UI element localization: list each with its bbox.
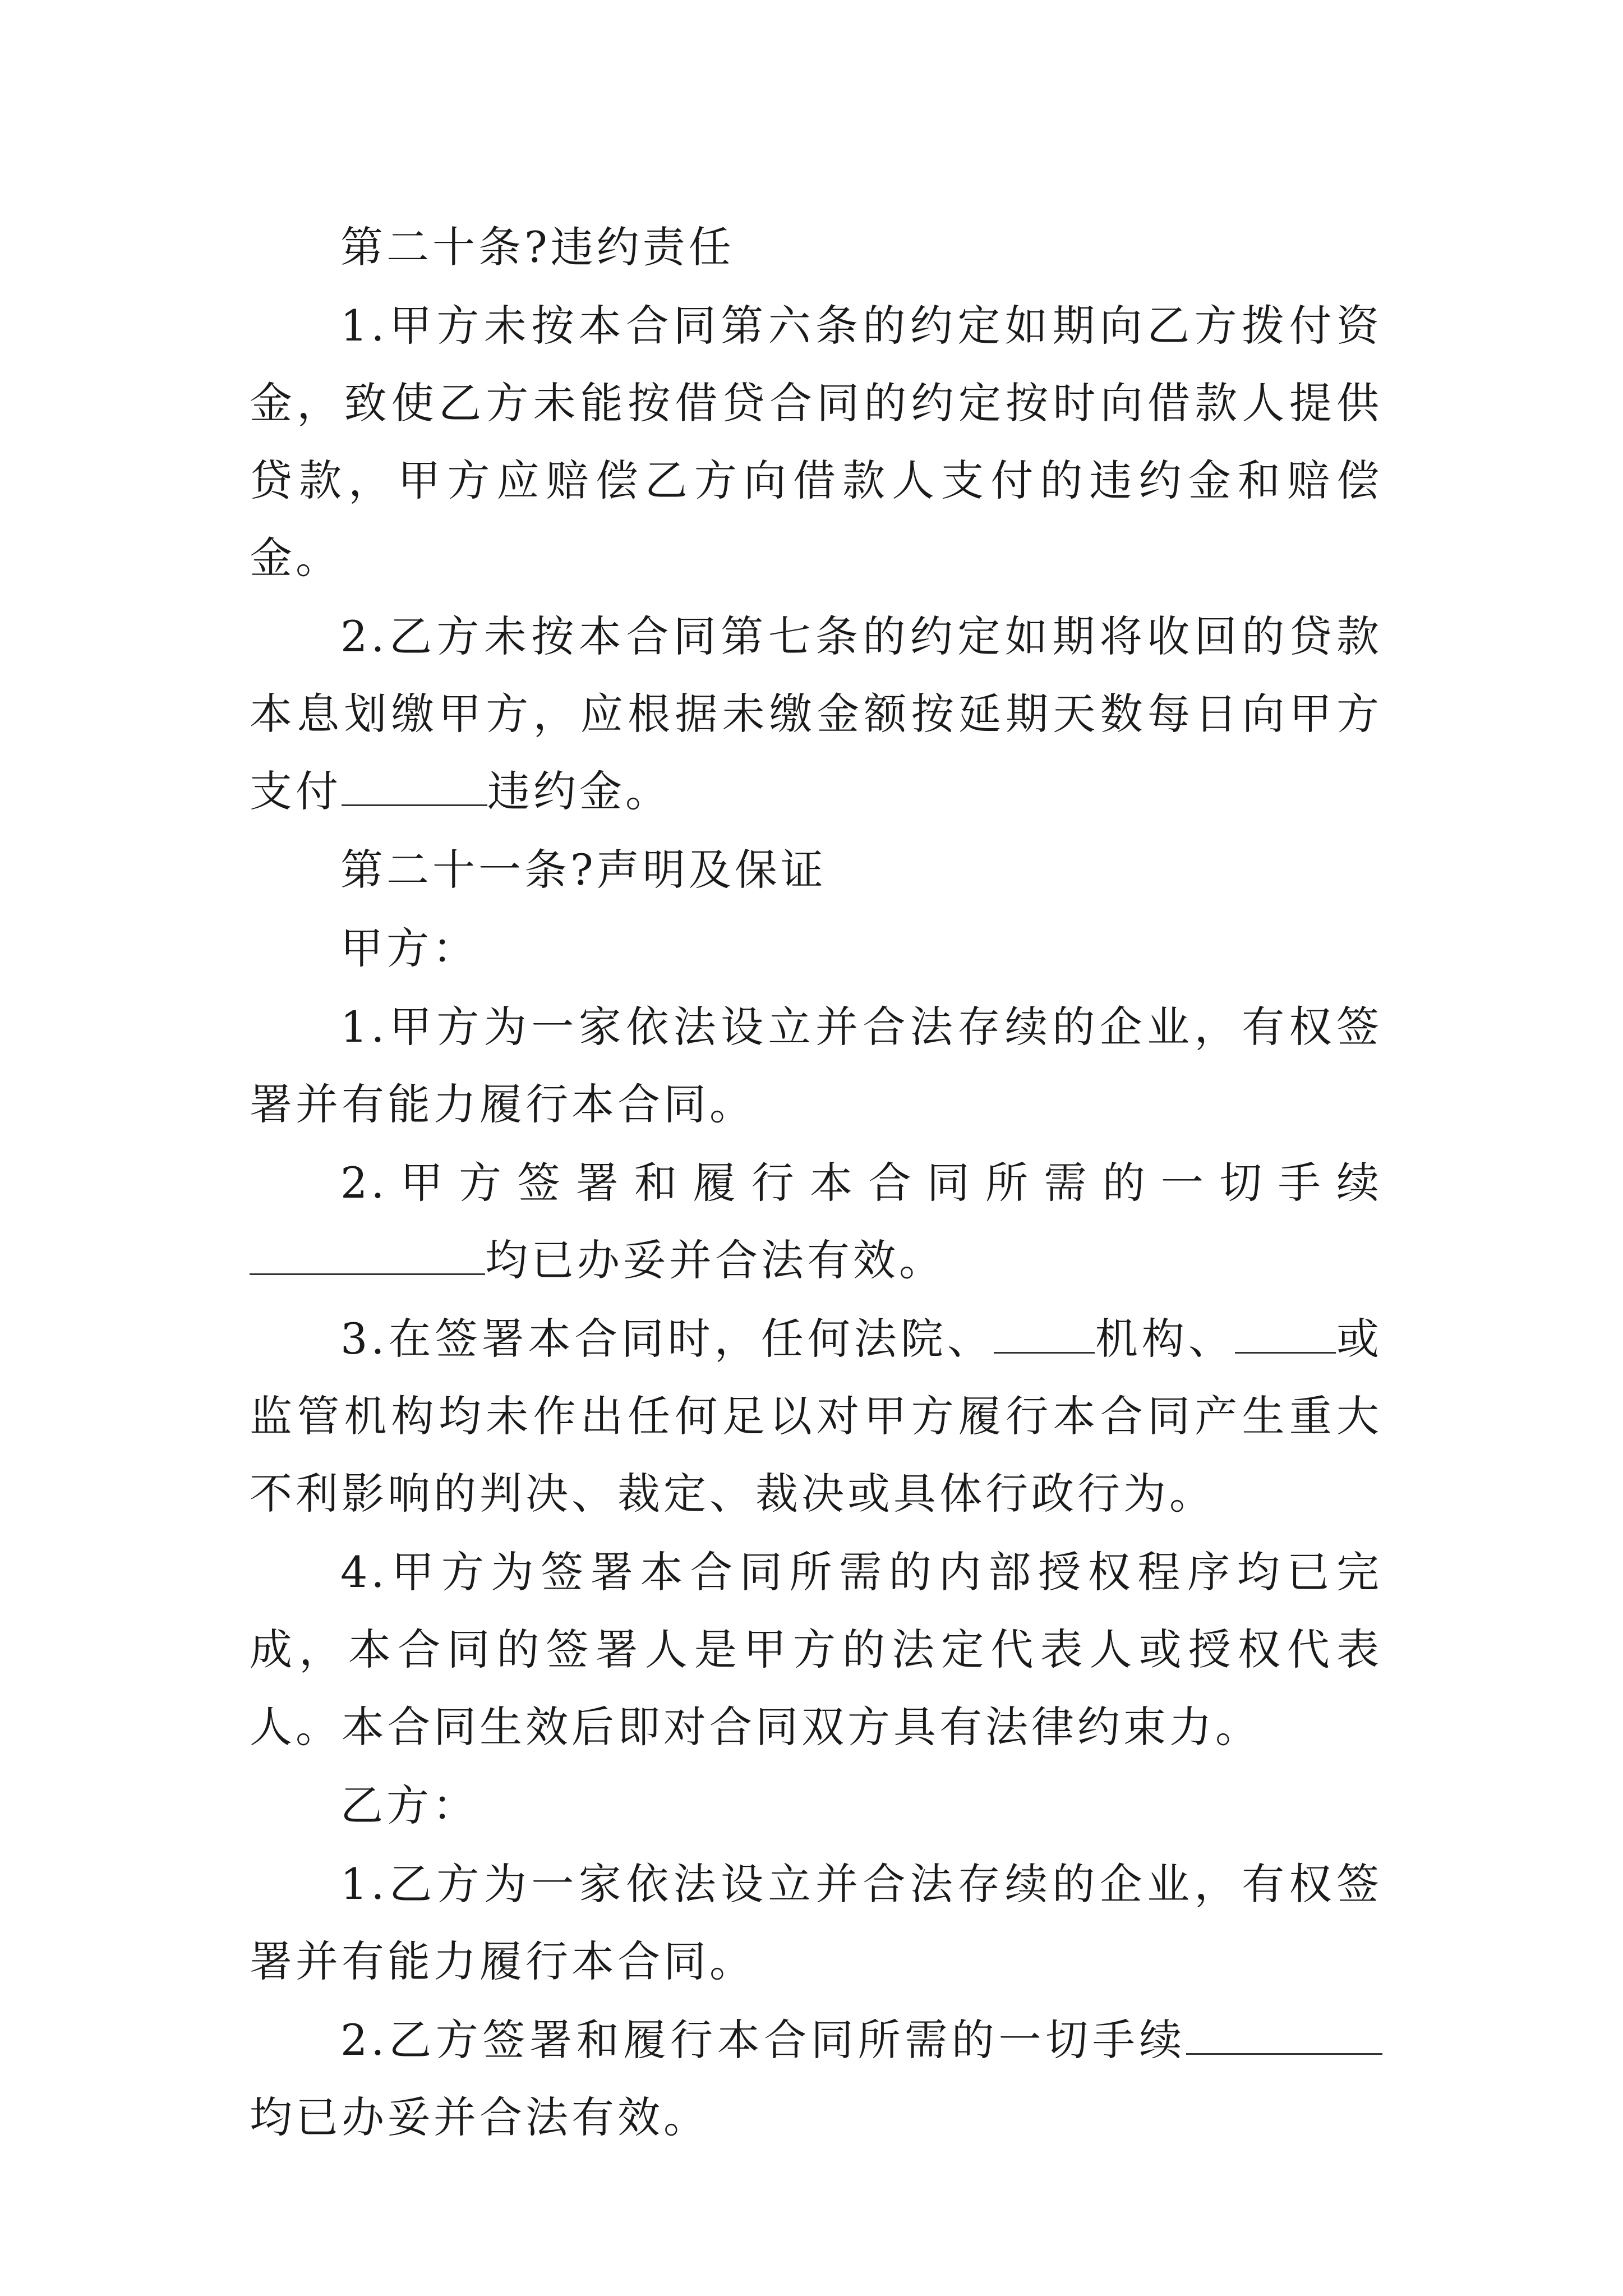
article-20-clause-2-end: 违约金。 bbox=[487, 766, 671, 816]
article-20-heading: 第二十条?违约责任 bbox=[340, 222, 735, 272]
party-a-clause-1: 1.甲方为一家依法设立并合法存续的企业，有权签署并有能力履行本合同。 bbox=[250, 1002, 1382, 1129]
party-a-label: 甲方： bbox=[340, 923, 478, 973]
party-b-label: 乙方： bbox=[340, 1780, 478, 1830]
party-a-clause-2-text: 2.甲方签署和履行本合同所需的一切手续 bbox=[340, 1158, 1382, 1208]
party-a-clause-2-end: 均已办妥并合法有效。 bbox=[485, 1235, 945, 1285]
fill-blank-procedures-b bbox=[1186, 2014, 1382, 2055]
party-a-clause-3-part3: 或监管机构均未作出任何足以对甲方履行本合同产生重大不利影响的判决、裁定、裁决或具体行政行为。 bbox=[250, 1314, 1383, 1519]
fill-blank-authority-1 bbox=[994, 1313, 1095, 1354]
party-a-clause-4: 4.甲方为签署本合同所需的内部授权程序均已完成，本合同的签署人是甲方的法定代表人或授权代表人。本合同生效后即对合同双方具有法律约束力。 bbox=[250, 1547, 1382, 1752]
party-a-clause-2 bbox=[250, 1144, 1382, 1299]
article-20-clause-1: 1.甲方未按本合同第六条的约定如期向乙方拨付资金，致使乙方未能按借贷合同的约定按时向借款人提供贷款，甲方应赔偿乙方向借款人支付的违约金和赔偿金。 bbox=[250, 301, 1382, 583]
party-b-clause-2 bbox=[250, 2001, 1382, 2156]
article-20-clause-2 bbox=[250, 598, 1382, 830]
fill-blank-penalty-rate bbox=[342, 765, 487, 806]
party-a-clause-3-part1: 3.在签署本合同时，任何法院、 bbox=[340, 1314, 994, 1364]
party-b-clause-2-end: 均已办妥并合法有效。 bbox=[250, 2092, 709, 2142]
party-b-clause-2-text: 2.乙方签署和履行本合同所需的一切手续 bbox=[340, 2015, 1186, 2065]
article-21-heading: 第二十一条?声明及保证 bbox=[340, 845, 827, 895]
fill-blank-procedures-a bbox=[250, 1234, 485, 1275]
document-page bbox=[250, 209, 1382, 2157]
party-b-clause-1: 1.乙方为一家依法设立并合法存续的企业，有权签署并有能力履行本合同。 bbox=[250, 1859, 1382, 1986]
article-20-clause-2-text: 2.乙方未按本合同第七条的约定如期将收回的贷款本息划缴甲方，应根据未缴金额按延期天数每日向甲方支付 bbox=[250, 611, 1382, 816]
party-a-clause-3-part2: 机构、 bbox=[1094, 1314, 1235, 1364]
party-a-clause-3 bbox=[250, 1300, 1382, 1533]
fill-blank-authority-2 bbox=[1235, 1313, 1336, 1354]
